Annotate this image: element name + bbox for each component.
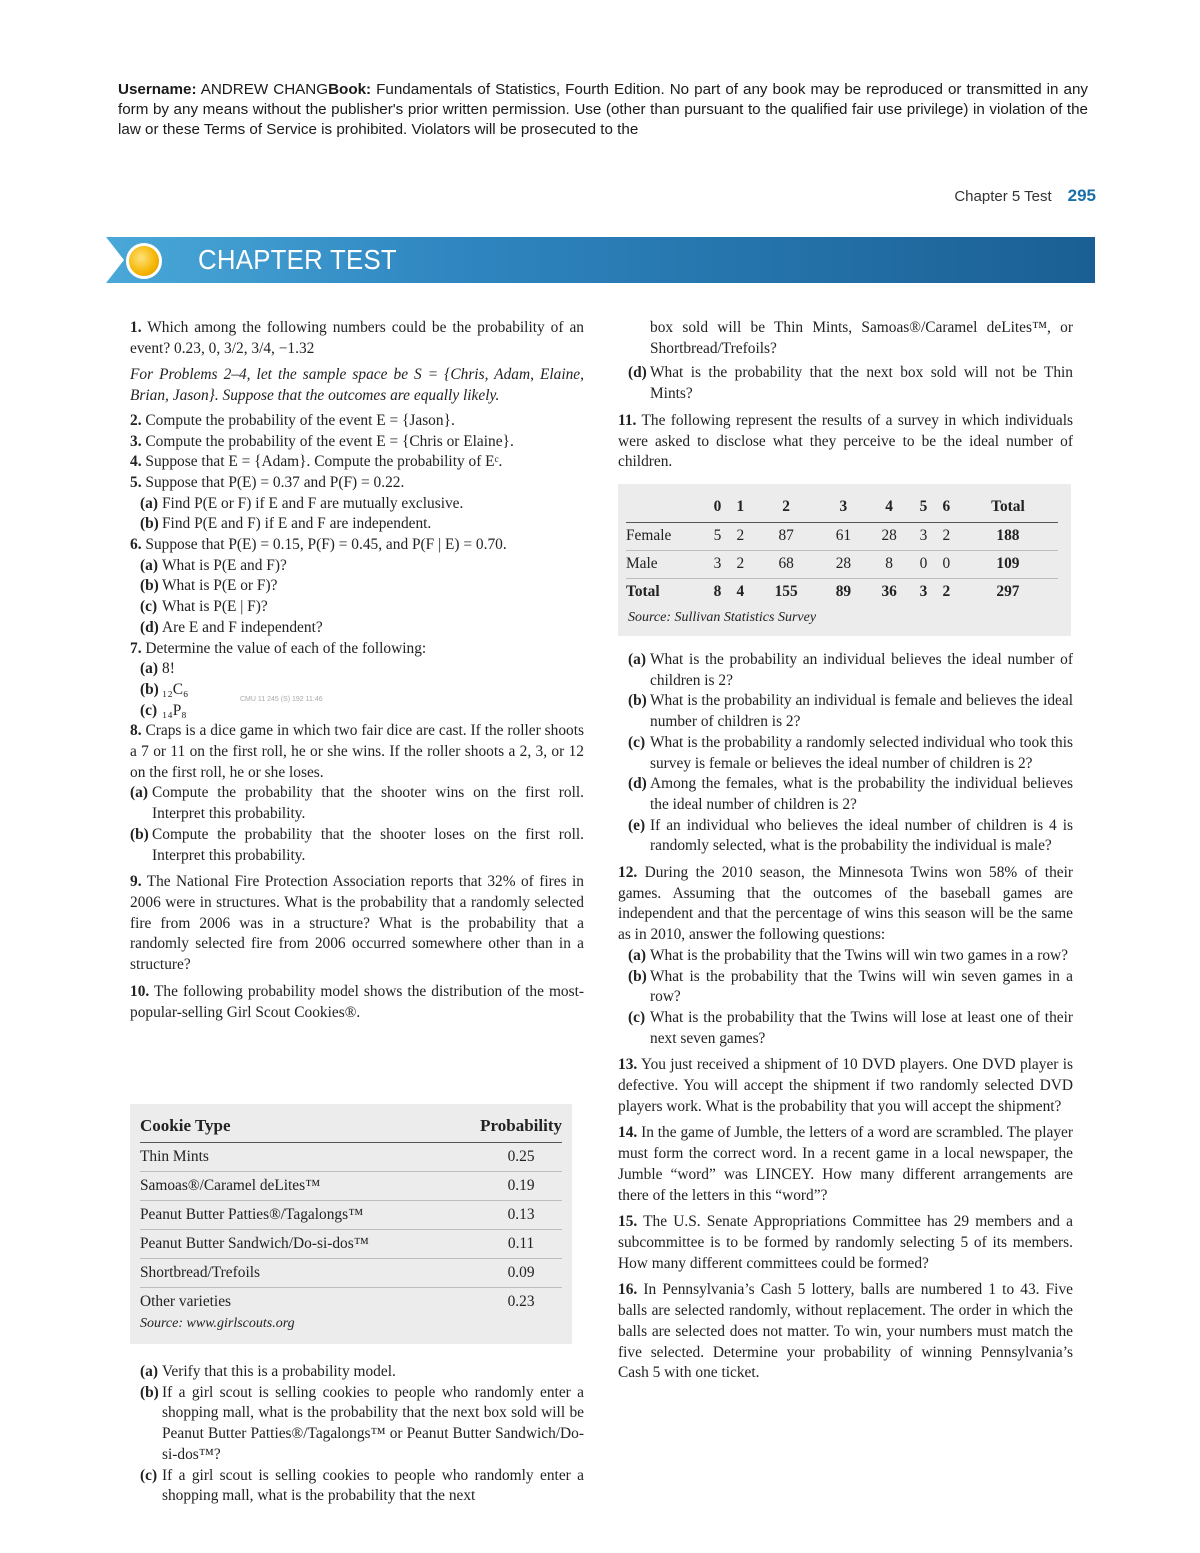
table-row: Thin Mints 0.25 bbox=[140, 1143, 562, 1172]
table-row: Shortbread/Trefoils 0.09 bbox=[140, 1259, 562, 1288]
question-11a: (a) What is the probability an individual believes the ideal number of children is 2? bbox=[628, 651, 1073, 689]
question-8a: (a) Compute the probability that the shooter wins on the first roll. Interpret this probability. bbox=[130, 784, 584, 823]
question-13: 13. You just received a shipment of 10 DVD players. One DVD player is defective. You will accept the shipment if two randomly selected DVD players work. What is the probability that you will accept the shipment? bbox=[618, 1056, 1073, 1115]
banner-chevron-shape bbox=[106, 237, 124, 283]
question-1: 1. Which among the following numbers could be the probability of an event? 0.23, 0, 3/2, 3/4, −1.32 bbox=[130, 319, 584, 357]
question-14: 14. In the game of Jumble, the letters of a word are scrambled. The player must form the correct word. In a recent game in a local newspaper, the Jumble “word” was LINCEY. How many different arrangements are there of the letters in this “word”? bbox=[618, 1124, 1073, 1204]
question-11e: (e) If an individual who believes the ideal number of children is 4 is randomly selected, what is the probability the individual is male? bbox=[628, 816, 1073, 855]
question-2: 2. Compute the probability of the event E = {Jason}. bbox=[130, 411, 455, 429]
question-6a: (a) What is P(E and F)? bbox=[140, 556, 287, 574]
question-11: 11. The following represent the results of a survey in which individuals were asked to disclose what they perceive to be the ideal number of children. bbox=[618, 411, 1073, 471]
chapter-label: Chapter 5 Test bbox=[954, 188, 1052, 205]
table-header-row bbox=[140, 1114, 562, 1143]
left-column bbox=[130, 318, 584, 1023]
question-16: 16. In Pennsylvania’s Cash 5 lottery, balls are numbered 1 to 43. Five balls are selected randomly, without replacement. The order in which the balls are selected does not matter. To win, your numbers must match the five selected. Determine your probability of winning Pennsylvania’s Cash 5 with one ticket. bbox=[618, 1281, 1073, 1382]
question-10c-continued: box sold will be Thin Mints, Samoas®/Caramel deLites™, or Shortbread/Trefoils? bbox=[650, 319, 1073, 357]
question-6b: (b) What is P(E or F)? bbox=[140, 577, 278, 595]
question-5a: (a) Find P(E or F) if E and F are mutually exclusive. bbox=[140, 494, 464, 512]
question-8: 8. Craps is a dice game in which two fair dice are cast. If the roller shoots a 7 or 11 on the first roll, he or she wins. If the roller shoots a 2, 3, or 12 on the first roll, he or she loses. bbox=[130, 722, 584, 781]
table-row: Peanut Butter Sandwich/Do-si-dos™ 0.11 bbox=[140, 1230, 562, 1259]
question-10: 10. The following probability model shows the distribution of the most-popular-selling Girl Scout Cookies®. bbox=[130, 982, 584, 1021]
question-12c: (c) What is the probability that the Twins will lose at least one of their next seven games? bbox=[628, 1008, 1073, 1047]
question-12a: (a) What is the probability that the Twins will win two games in a row? bbox=[628, 946, 1068, 964]
cookie-probability-table bbox=[130, 1104, 572, 1344]
question-5b: (b) Find P(E and F) if E and F are independent. bbox=[140, 515, 432, 533]
cookie-table bbox=[140, 1114, 562, 1316]
banner-title: CHAPTER TEST bbox=[198, 244, 397, 275]
question-10b: (b) If a girl scout is selling cookies to people who randomly enter a shopping mall, what is the probability that the next box sold will be Peanut Butter Patties®/Tagalongs™ or Peanut Butter Sandwich/Do-si-dos™? bbox=[140, 1383, 584, 1463]
question-15: 15. The U.S. Senate Appropriations Committee has 29 members and a subcommittee is to be formed by randomly selecting 5 of its members. How many different committees could be formed? bbox=[618, 1213, 1073, 1272]
column-header: Probability bbox=[480, 1114, 562, 1143]
question-7a: (a) 8! bbox=[140, 660, 175, 678]
question-7c: (c) ₁₄P₈ bbox=[140, 701, 187, 719]
running-head bbox=[954, 186, 1096, 206]
question-7b: (b) ₁₂C₆ bbox=[140, 680, 189, 698]
table-row: Total 8 4 155 89 36 3 2 297 bbox=[626, 583, 1020, 600]
survey-table-box bbox=[618, 484, 1071, 636]
question-11c: (c) What is the probability a randomly selected individual who took this survey is female or believes the ideal number of children is 2? bbox=[628, 733, 1073, 772]
table-row: Female 5 2 87 61 28 3 2 188 bbox=[626, 523, 1058, 551]
question-6d: (d) Are E and F independent? bbox=[140, 618, 323, 636]
question-8b: (b) Compute the probability that the shooter loses on the first roll. Interpret this probability. bbox=[130, 825, 584, 864]
question-5: 5. Suppose that P(E) = 0.37 and P(F) = 0.22. bbox=[130, 473, 405, 491]
question-12b: (b) What is the probability that the Twins will win seven games in a row? bbox=[628, 967, 1073, 1006]
right-column-lower bbox=[618, 650, 1073, 1384]
table-source: Source: Sullivan Statistics Survey bbox=[628, 610, 817, 625]
banner-circle-icon bbox=[126, 243, 162, 279]
watermark: CMU 11 245 (S) 192 11:46 bbox=[240, 696, 323, 703]
table-row: Samoas®/Caramel deLites™ 0.19 bbox=[140, 1172, 562, 1201]
page-number: 295 bbox=[1067, 186, 1096, 205]
question-6: 6. Suppose that P(E) = 0.15, P(F) = 0.45, and P(F | E) = 0.70. bbox=[130, 536, 507, 554]
question-6c: (c) What is P(E | F)? bbox=[140, 598, 268, 616]
table-header-row: 0 1 2 3 4 5 6 Total bbox=[626, 494, 1058, 523]
question-11b: (b) What is the probability an individual is female and believes the ideal number of children is 2? bbox=[628, 692, 1073, 731]
table-row: Other varieties 0.23 bbox=[140, 1292, 535, 1310]
question-10c: (c) If a girl scout is selling cookies to people who randomly enter a shopping mall, what is the probability that the next bbox=[140, 1466, 584, 1505]
right-column bbox=[618, 318, 1073, 473]
question-10a: (a) Verify that this is a probability model. bbox=[140, 1363, 396, 1380]
column-header: Cookie Type bbox=[140, 1114, 480, 1143]
copyright-notice: Username: ANDREW CHANGBook: Fundamentals of Statistics, Fourth Edition. No part of any book may be reproduced or transmitted in any form by any means without the publisher's prior written permission. Use (other than pursuant to the qualified fair use privilege) in violation of the law or these Terms of Service is prohibited. Violators will be prosecuted to the bbox=[118, 81, 1088, 138]
question-10d: (d) What is the probability that the next box sold will not be Thin Mints? bbox=[628, 364, 1073, 403]
question-11d: (d) Among the females, what is the probability the individual believes the ideal number of children is 2? bbox=[628, 775, 1073, 813]
table-row: Peanut Butter Patties®/Tagalongs™ 0.13 bbox=[140, 1201, 562, 1230]
table-source: Source: www.girlscouts.org bbox=[140, 1316, 295, 1331]
question-10-parts bbox=[130, 1362, 584, 1507]
question-4: 4. Suppose that E = {Adam}. Compute the probability of Eᶜ. bbox=[130, 453, 503, 471]
question-3: 3. Compute the probability of the event E = {Chris or Elaine}. bbox=[130, 432, 514, 450]
question-9: 9. The National Fire Protection Association reports that 32% of fires in 2006 were in structures. What is the probability that a randomly selected fire from 2006 was in a structure? What is the probability that a randomly selected fire from 2006 occurred somewhere other than in a structure? bbox=[130, 873, 584, 974]
table-row: Male 3 2 68 28 8 0 0 109 bbox=[626, 551, 1058, 579]
problems-2-4-intro: For Problems 2–4, let the sample space be S = {Chris, Adam, Elaine, Brian, Jason}. Suppose that the outcomes are equally likely. bbox=[130, 366, 584, 405]
question-7: 7. Determine the value of each of the following: bbox=[130, 639, 427, 657]
survey-table bbox=[626, 494, 1058, 606]
question-12: 12. During the 2010 season, the Minnesota Twins won 58% of their games. Assuming that the outcomes of the baseball games are independent and that the percentage of wins this season will be the same as in 2010, answer the following questions: bbox=[618, 864, 1073, 944]
